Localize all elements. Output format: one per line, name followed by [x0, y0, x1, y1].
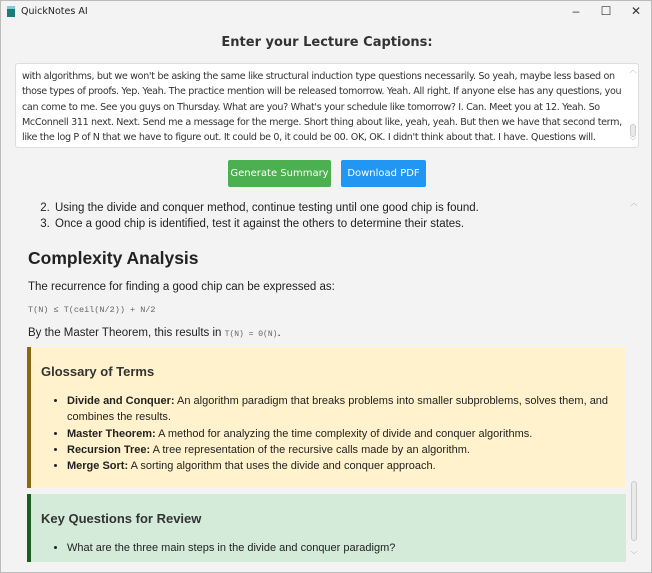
- step-item: 3. Once a good chip is identified, test it against the others to determine their states.: [53, 216, 626, 232]
- window-title: QuickNotes AI: [21, 5, 88, 17]
- download-pdf-button[interactable]: Download PDF: [341, 160, 426, 187]
- scroll-down-icon[interactable]: ﹀: [629, 138, 637, 145]
- master-theorem-text: [28, 327, 626, 339]
- close-button[interactable]: ✕: [630, 4, 642, 18]
- scroll-up-icon[interactable]: ︿: [630, 200, 638, 207]
- glossary-box: [27, 347, 626, 488]
- captions-heading: Enter your Lecture Captions:: [221, 35, 433, 50]
- glossary-def: A tree representation of the recursive calls made by an algorithm.: [150, 443, 470, 456]
- scroll-up-icon[interactable]: ︿: [629, 67, 637, 74]
- summary-scrollbar[interactable]: [629, 196, 639, 562]
- scroll-down-icon[interactable]: ﹀: [630, 552, 638, 559]
- glossary-def: A method for analyzing the time complexity of divide and conquer algorithms.: [155, 427, 533, 440]
- steps-list: [53, 200, 626, 232]
- master-suffix: .: [277, 327, 281, 339]
- captions-scrollbar[interactable]: [628, 64, 638, 147]
- glossary-term: Merge Sort:: [67, 460, 129, 473]
- glossary-item: [67, 442, 616, 458]
- complexity-heading: Complexity Analysis: [28, 248, 199, 268]
- step-item: 2. Using the divide and conquer method, continue testing until one good chip is found.: [53, 200, 626, 216]
- glossary-item: [67, 426, 616, 442]
- app-icon: [7, 6, 15, 17]
- glossary-def: An algorithm paradigm that breaks problems into smaller subproblems, solves them, and combines the results.: [67, 395, 609, 424]
- glossary-term: Master Theorem:: [67, 427, 156, 440]
- generate-summary-button[interactable]: Generate Summary: [228, 160, 331, 187]
- captions-text[interactable]: with algorithms, but we won't be asking the same like structural induction type questions necessarily. So yeah, maybe less based on those types of proofs. Yep. Yeah. The practice mention will be released tomorrow. Yeah. All right. If anyone else has any questions, you can come to me. See you guys on Thursday. What are you? What's your schedule like tomorrow? I. Can. Meet you at 12. Yeah. So McConnell 311 next. Next. Send me a message for the merge. Short thing about like, yeah, yeah. But then we have that second term, like the log P of N that we have to figure out. It could be 0, it could be 00. OK, OK. I didn't think about that. I have. Questions will.: [22, 71, 622, 144]
- glossary-title: Glossary of Terms: [41, 364, 155, 379]
- recurrence-code: T(N) ≤ T(ceil(N/2)) + N/2: [28, 305, 156, 315]
- master-code: T(N) = Θ(N): [224, 330, 278, 339]
- questions-box: [27, 494, 626, 562]
- glossary-term: Recursion Tree:: [67, 443, 151, 456]
- glossary-term: Divide and Conquer:: [67, 395, 175, 407]
- captions-textarea[interactable]: [15, 63, 639, 148]
- question-item: • What are the three main steps in the divide and conquer paradigm?: [67, 540, 616, 556]
- summary-scroll-thumb[interactable]: [631, 481, 637, 541]
- master-prefix: By the Master Theorem, this results in: [28, 327, 225, 339]
- maximize-button[interactable]: ☐: [600, 4, 612, 18]
- minimize-button[interactable]: –: [572, 4, 580, 18]
- glossary-item: [67, 393, 616, 426]
- glossary-def: A sorting algorithm that uses the divide and conquer approach.: [128, 460, 436, 473]
- glossary-item: [67, 458, 616, 474]
- recurrence-intro: The recurrence for finding a good chip can be expressed as:: [28, 281, 335, 293]
- questions-title: Key Questions for Review: [41, 511, 202, 527]
- summary-view: [15, 196, 639, 562]
- title-bar: [1, 1, 651, 21]
